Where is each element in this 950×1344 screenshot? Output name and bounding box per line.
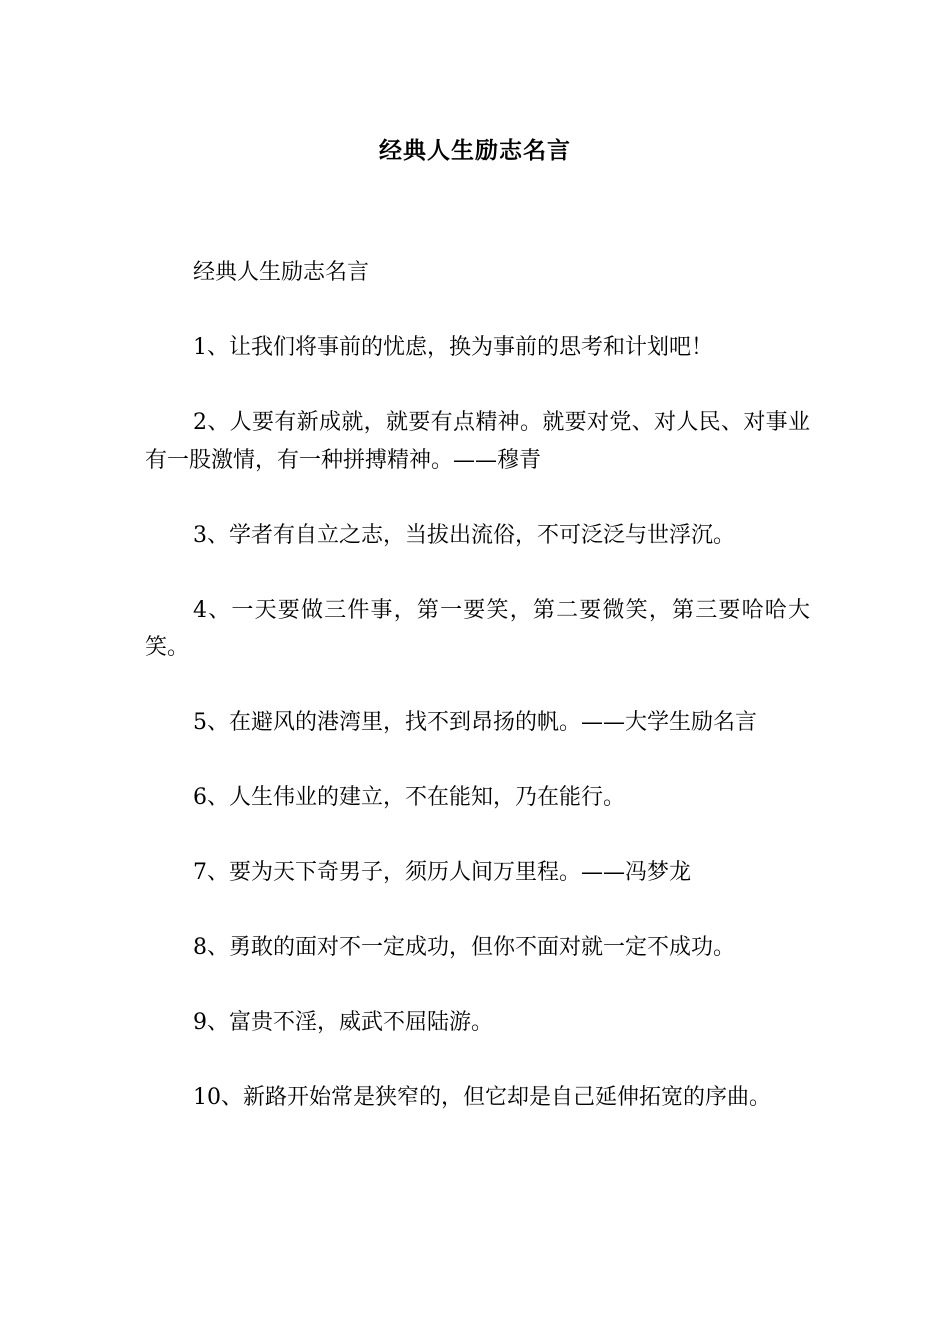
quote-2: 2、人要有新成就，就要有点精神。就要对党、对人民、对事业有一股激情，有一种拼搏精神。——穆青: [145, 410, 810, 473]
quote-8: 8、勇敢的面对不一定成功，但你不面对就一定不成功。: [193, 935, 735, 960]
document-title: 经典人生励志名言: [379, 137, 571, 164]
quote-6: 6、人生伟业的建立，不在能知，乃在能行。: [193, 785, 625, 810]
quote-9: 9、富贵不淫，威武不屈陆游。: [193, 1010, 493, 1035]
quote-3: 3、学者有自立之志，当拔出流俗，不可泛泛与世浮沉。: [193, 522, 735, 548]
document-body: [145, 254, 810, 1117]
quote-4: 4、一天要做三件事，第一要笑，第二要微笑，第三要哈哈大笑。: [145, 597, 810, 660]
quote-1: 1、让我们将事前的忧虑，换为事前的思考和计划吧！: [193, 335, 713, 360]
quote-7: 7、要为天下奇男子，须历人间万里程。——冯梦龙: [193, 860, 691, 885]
quote-5: 5、在避风的港湾里，找不到昂扬的帆。——大学生励名言: [193, 710, 757, 735]
paragraph-heading: 经典人生励志名言: [193, 260, 370, 285]
quote-10: 10、新路开始常是狭窄的，但它却是自己延伸拓宽的序曲。: [193, 1085, 771, 1110]
